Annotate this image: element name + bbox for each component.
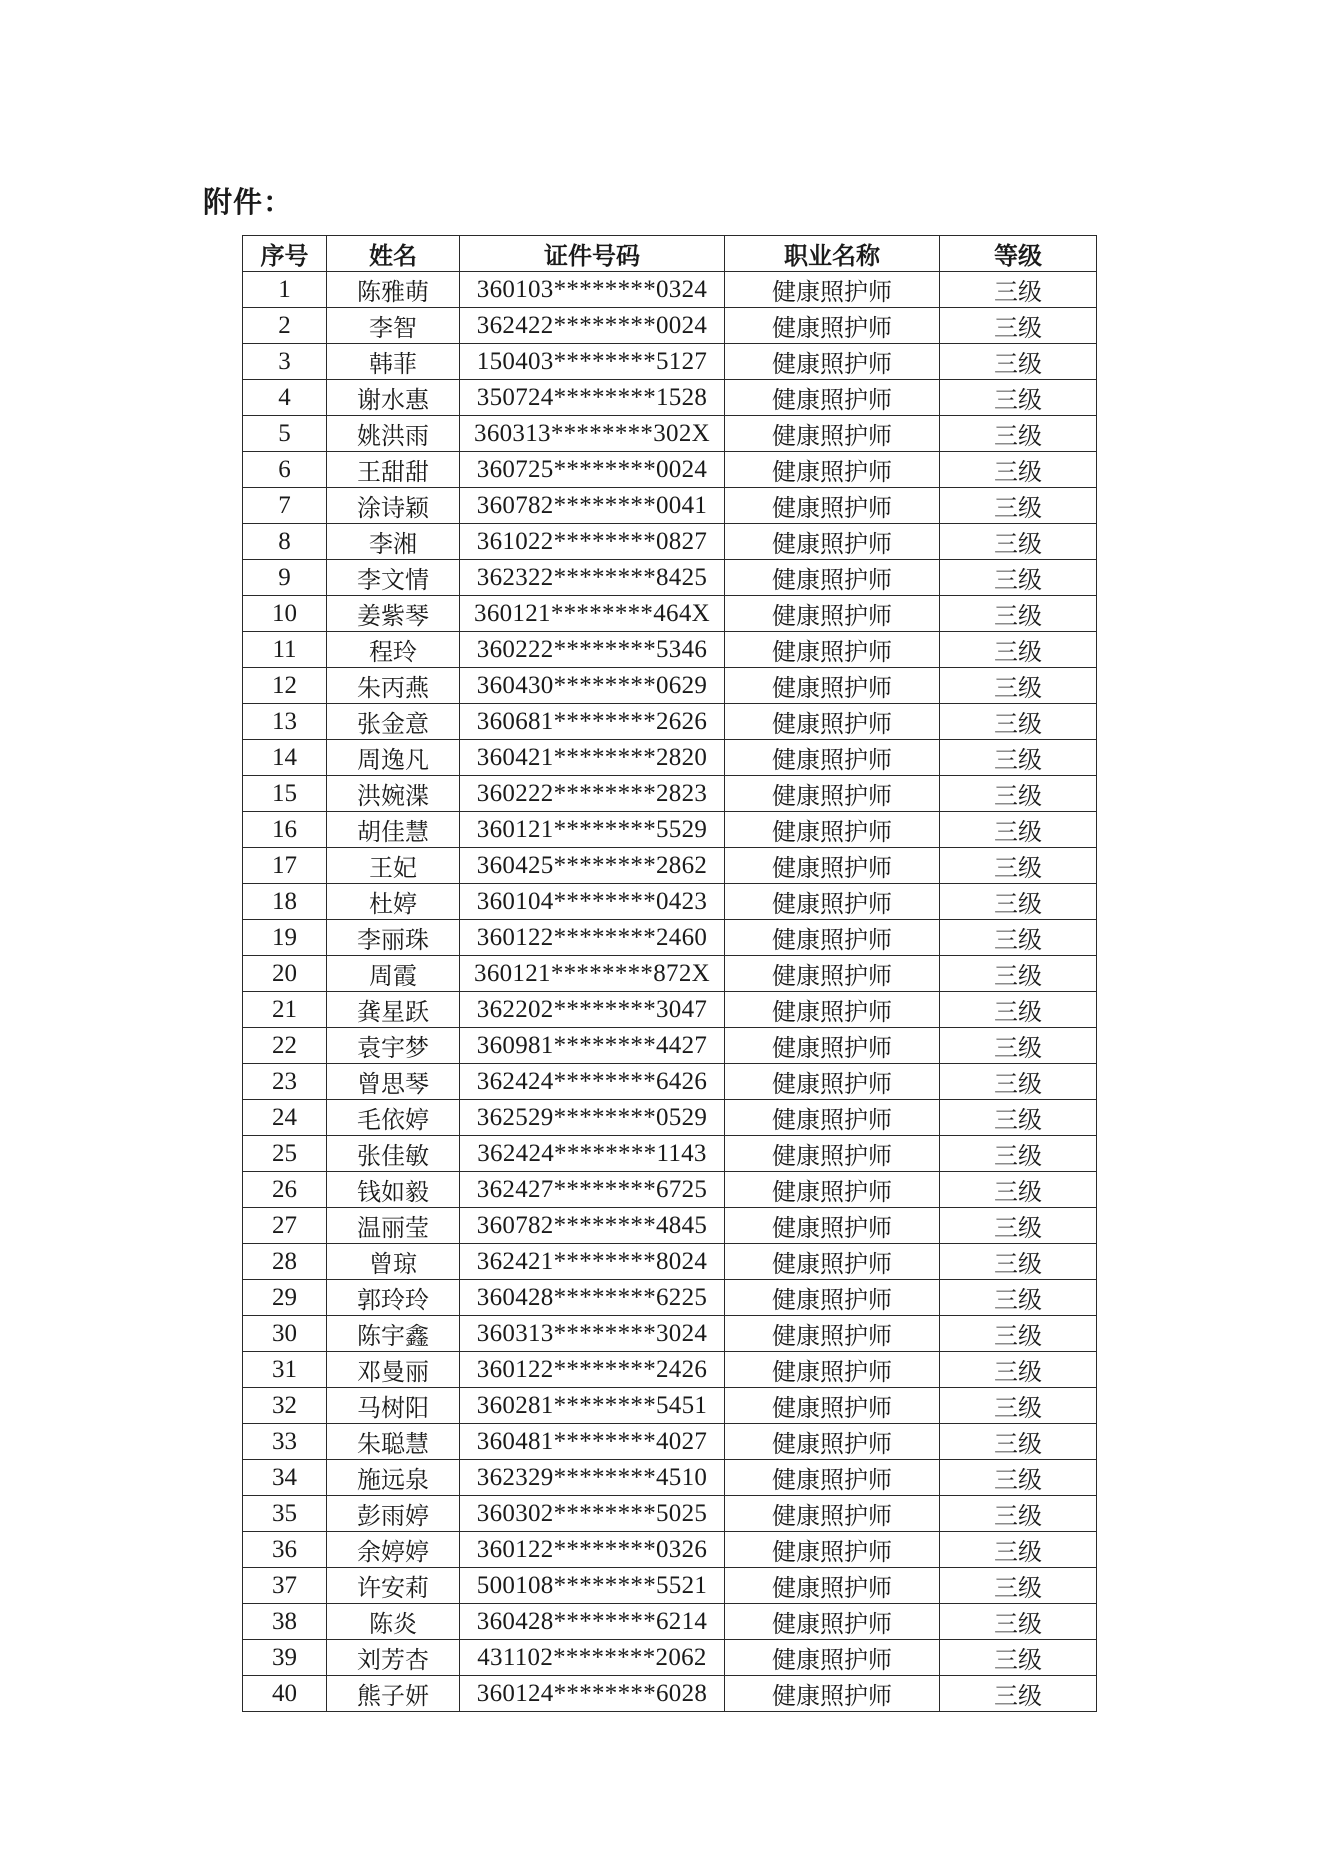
cell-id-number: 360121********872X — [460, 956, 725, 992]
cell-occupation: 健康照护师 — [725, 668, 940, 704]
cell-level: 三级 — [940, 344, 1097, 380]
cell-id-number: 360121********464X — [460, 596, 725, 632]
table-row — [243, 704, 1097, 740]
table-row — [243, 1064, 1097, 1100]
cell-occupation: 健康照护师 — [725, 1388, 940, 1424]
cell-id-number: 360124********6028 — [460, 1676, 725, 1712]
cell-name: 涂诗颖 — [327, 488, 460, 524]
cell-id-number: 360981********4427 — [460, 1028, 725, 1064]
cell-no: 23 — [243, 1064, 327, 1100]
cell-no: 13 — [243, 704, 327, 740]
cell-id-number: 360428********6225 — [460, 1280, 725, 1316]
cell-no: 17 — [243, 848, 327, 884]
cell-id-number: 361022********0827 — [460, 524, 725, 560]
cell-id-number: 362202********3047 — [460, 992, 725, 1028]
table-row — [243, 1136, 1097, 1172]
cell-name: 袁宇梦 — [327, 1028, 460, 1064]
cell-id-number: 360313********302X — [460, 416, 725, 452]
cell-occupation: 健康照护师 — [725, 1532, 940, 1568]
column-header-id: 证件号码 — [460, 236, 725, 272]
cell-level: 三级 — [940, 776, 1097, 812]
cell-no: 6 — [243, 452, 327, 488]
cell-name: 施远泉 — [327, 1460, 460, 1496]
cell-level: 三级 — [940, 848, 1097, 884]
cell-no: 32 — [243, 1388, 327, 1424]
cell-name: 姜紫琴 — [327, 596, 460, 632]
table-row — [243, 956, 1097, 992]
cell-name: 洪婉渫 — [327, 776, 460, 812]
cell-occupation: 健康照护师 — [725, 1424, 940, 1460]
cell-occupation: 健康照护师 — [725, 308, 940, 344]
cell-name: 杜婷 — [327, 884, 460, 920]
cell-name: 邓曼丽 — [327, 1352, 460, 1388]
cell-name: 彭雨婷 — [327, 1496, 460, 1532]
cell-no: 40 — [243, 1676, 327, 1712]
cell-occupation: 健康照护师 — [725, 776, 940, 812]
cell-no: 39 — [243, 1640, 327, 1676]
table-row — [243, 992, 1097, 1028]
cell-id-number: 360302********5025 — [460, 1496, 725, 1532]
cell-level: 三级 — [940, 1676, 1097, 1712]
cell-level: 三级 — [940, 704, 1097, 740]
cell-id-number: 360104********0423 — [460, 884, 725, 920]
cell-no: 4 — [243, 380, 327, 416]
cell-occupation: 健康照护师 — [725, 704, 940, 740]
cell-occupation: 健康照护师 — [725, 1028, 940, 1064]
cell-level: 三级 — [940, 1208, 1097, 1244]
cell-id-number: 360313********3024 — [460, 1316, 725, 1352]
cell-occupation: 健康照护师 — [725, 1640, 940, 1676]
cell-name: 刘芳杏 — [327, 1640, 460, 1676]
cell-name: 陈炎 — [327, 1604, 460, 1640]
table-row — [243, 308, 1097, 344]
cell-no: 36 — [243, 1532, 327, 1568]
cell-name: 王甜甜 — [327, 452, 460, 488]
cell-occupation: 健康照护师 — [725, 1280, 940, 1316]
cell-occupation: 健康照护师 — [725, 1208, 940, 1244]
cell-level: 三级 — [940, 524, 1097, 560]
column-header-no: 序号 — [243, 236, 327, 272]
cell-name: 朱聪慧 — [327, 1424, 460, 1460]
cell-id-number: 150403********5127 — [460, 344, 725, 380]
cell-occupation: 健康照护师 — [725, 1064, 940, 1100]
table-row — [243, 344, 1097, 380]
cell-level: 三级 — [940, 668, 1097, 704]
table-row — [243, 1604, 1097, 1640]
cell-occupation: 健康照护师 — [725, 956, 940, 992]
cell-occupation: 健康照护师 — [725, 416, 940, 452]
cell-no: 19 — [243, 920, 327, 956]
cell-id-number: 360421********2820 — [460, 740, 725, 776]
cell-occupation: 健康照护师 — [725, 632, 940, 668]
cell-level: 三级 — [940, 1604, 1097, 1640]
cell-level: 三级 — [940, 812, 1097, 848]
cell-no: 30 — [243, 1316, 327, 1352]
cell-no: 9 — [243, 560, 327, 596]
cell-name: 韩菲 — [327, 344, 460, 380]
cell-no: 18 — [243, 884, 327, 920]
cell-occupation: 健康照护师 — [725, 488, 940, 524]
table-row — [243, 524, 1097, 560]
cell-no: 7 — [243, 488, 327, 524]
cell-no: 1 — [243, 272, 327, 308]
table-row — [243, 1568, 1097, 1604]
cell-level: 三级 — [940, 956, 1097, 992]
cell-no: 3 — [243, 344, 327, 380]
cell-occupation: 健康照护师 — [725, 560, 940, 596]
cell-name: 胡佳慧 — [327, 812, 460, 848]
cell-no: 8 — [243, 524, 327, 560]
cell-occupation: 健康照护师 — [725, 1352, 940, 1388]
table-row — [243, 1388, 1097, 1424]
cell-name: 龚星跃 — [327, 992, 460, 1028]
table-row — [243, 1244, 1097, 1280]
cell-no: 25 — [243, 1136, 327, 1172]
cell-no: 10 — [243, 596, 327, 632]
cell-name: 陈宇鑫 — [327, 1316, 460, 1352]
cell-level: 三级 — [940, 1280, 1097, 1316]
cell-id-number: 360681********2626 — [460, 704, 725, 740]
cell-no: 31 — [243, 1352, 327, 1388]
cell-id-number: 360425********2862 — [460, 848, 725, 884]
cell-id-number: 360103********0324 — [460, 272, 725, 308]
cell-level: 三级 — [940, 308, 1097, 344]
cell-occupation: 健康照护师 — [725, 1496, 940, 1532]
cell-no: 5 — [243, 416, 327, 452]
cell-name: 毛依婷 — [327, 1100, 460, 1136]
cell-occupation: 健康照护师 — [725, 1172, 940, 1208]
cell-occupation: 健康照护师 — [725, 452, 940, 488]
cell-level: 三级 — [940, 1316, 1097, 1352]
table-row — [243, 1028, 1097, 1064]
cell-level: 三级 — [940, 1100, 1097, 1136]
cell-no: 37 — [243, 1568, 327, 1604]
cell-name: 钱如毅 — [327, 1172, 460, 1208]
cell-occupation: 健康照护师 — [725, 740, 940, 776]
cell-id-number: 360122********2426 — [460, 1352, 725, 1388]
cell-id-number: 360122********2460 — [460, 920, 725, 956]
cell-no: 29 — [243, 1280, 327, 1316]
table-row — [243, 1280, 1097, 1316]
cell-level: 三级 — [940, 1352, 1097, 1388]
cell-no: 21 — [243, 992, 327, 1028]
table-row — [243, 920, 1097, 956]
cell-level: 三级 — [940, 380, 1097, 416]
cell-occupation: 健康照护师 — [725, 1568, 940, 1604]
cell-occupation: 健康照护师 — [725, 884, 940, 920]
cell-name: 李丽珠 — [327, 920, 460, 956]
cell-occupation: 健康照护师 — [725, 1460, 940, 1496]
cell-id-number: 362322********8425 — [460, 560, 725, 596]
table-row — [243, 416, 1097, 452]
cell-name: 程玲 — [327, 632, 460, 668]
cell-name: 曾琼 — [327, 1244, 460, 1280]
column-header-occupation: 职业名称 — [725, 236, 940, 272]
cell-name: 周霞 — [327, 956, 460, 992]
table-row — [243, 668, 1097, 704]
cell-id-number: 362424********1143 — [460, 1136, 725, 1172]
cell-occupation: 健康照护师 — [725, 1604, 940, 1640]
cell-id-number: 362424********6426 — [460, 1064, 725, 1100]
cell-level: 三级 — [940, 488, 1097, 524]
cell-name: 熊子妍 — [327, 1676, 460, 1712]
table-row — [243, 1424, 1097, 1460]
cell-id-number: 360281********5451 — [460, 1388, 725, 1424]
table-row — [243, 848, 1097, 884]
cell-id-number: 360782********0041 — [460, 488, 725, 524]
cell-name: 李智 — [327, 308, 460, 344]
cell-level: 三级 — [940, 632, 1097, 668]
cell-level: 三级 — [940, 560, 1097, 596]
table-row — [243, 596, 1097, 632]
cell-occupation: 健康照护师 — [725, 1316, 940, 1352]
cell-id-number: 362427********6725 — [460, 1172, 725, 1208]
table-row — [243, 1640, 1097, 1676]
table-row — [243, 1316, 1097, 1352]
cell-no: 22 — [243, 1028, 327, 1064]
header-row — [243, 236, 1097, 272]
cell-id-number: 360481********4027 — [460, 1424, 725, 1460]
table-row — [243, 1496, 1097, 1532]
column-header-name: 姓名 — [327, 236, 460, 272]
table-row — [243, 1208, 1097, 1244]
cell-no: 14 — [243, 740, 327, 776]
cell-id-number: 360222********2823 — [460, 776, 725, 812]
cell-level: 三级 — [940, 920, 1097, 956]
cell-id-number: 362329********4510 — [460, 1460, 725, 1496]
cell-no: 28 — [243, 1244, 327, 1280]
cell-name: 谢水惠 — [327, 380, 460, 416]
table-row — [243, 272, 1097, 308]
cell-occupation: 健康照护师 — [725, 1676, 940, 1712]
cell-name: 曾思琴 — [327, 1064, 460, 1100]
cell-level: 三级 — [940, 992, 1097, 1028]
cell-name: 李湘 — [327, 524, 460, 560]
cell-occupation: 健康照护师 — [725, 380, 940, 416]
cell-no: 34 — [243, 1460, 327, 1496]
cell-name: 张金意 — [327, 704, 460, 740]
cell-name: 余婷婷 — [327, 1532, 460, 1568]
cell-level: 三级 — [940, 740, 1097, 776]
cell-no: 20 — [243, 956, 327, 992]
cell-id-number: 360122********0326 — [460, 1532, 725, 1568]
cell-level: 三级 — [940, 272, 1097, 308]
cell-id-number: 360121********5529 — [460, 812, 725, 848]
cell-no: 33 — [243, 1424, 327, 1460]
cell-id-number: 360725********0024 — [460, 452, 725, 488]
page-heading: 附件： — [203, 185, 294, 219]
cell-name: 李文情 — [327, 560, 460, 596]
table-row — [243, 740, 1097, 776]
cell-name: 郭玲玲 — [327, 1280, 460, 1316]
table-row — [243, 1172, 1097, 1208]
cell-occupation: 健康照护师 — [725, 992, 940, 1028]
cell-occupation: 健康照护师 — [725, 1136, 940, 1172]
cell-occupation: 健康照护师 — [725, 524, 940, 560]
table-row — [243, 380, 1097, 416]
cell-name: 王妃 — [327, 848, 460, 884]
cell-no: 24 — [243, 1100, 327, 1136]
cell-no: 15 — [243, 776, 327, 812]
cell-occupation: 健康照护师 — [725, 272, 940, 308]
cell-name: 姚洪雨 — [327, 416, 460, 452]
table-row — [243, 1100, 1097, 1136]
cell-no: 26 — [243, 1172, 327, 1208]
table-header — [243, 236, 1097, 272]
table-row — [243, 1532, 1097, 1568]
table-row — [243, 1460, 1097, 1496]
table-row — [243, 812, 1097, 848]
cell-occupation: 健康照护师 — [725, 1100, 940, 1136]
table-row — [243, 776, 1097, 812]
cell-no: 35 — [243, 1496, 327, 1532]
cell-name: 周逸凡 — [327, 740, 460, 776]
cell-level: 三级 — [940, 1172, 1097, 1208]
cell-level: 三级 — [940, 1424, 1097, 1460]
roster-table — [242, 235, 1097, 1712]
column-header-level: 等级 — [940, 236, 1097, 272]
table-row — [243, 452, 1097, 488]
cell-id-number: 360430********0629 — [460, 668, 725, 704]
cell-name: 许安莉 — [327, 1568, 460, 1604]
cell-name: 朱丙燕 — [327, 668, 460, 704]
cell-level: 三级 — [940, 1064, 1097, 1100]
cell-occupation: 健康照护师 — [725, 596, 940, 632]
cell-occupation: 健康照护师 — [725, 812, 940, 848]
cell-id-number: 362529********0529 — [460, 1100, 725, 1136]
cell-no: 38 — [243, 1604, 327, 1640]
cell-level: 三级 — [940, 1568, 1097, 1604]
table-body — [243, 272, 1097, 1712]
cell-level: 三级 — [940, 1388, 1097, 1424]
cell-level: 三级 — [940, 416, 1097, 452]
cell-occupation: 健康照护师 — [725, 920, 940, 956]
cell-name: 陈雅萌 — [327, 272, 460, 308]
cell-no: 11 — [243, 632, 327, 668]
cell-level: 三级 — [940, 1460, 1097, 1496]
cell-level: 三级 — [940, 1532, 1097, 1568]
cell-name: 温丽莹 — [327, 1208, 460, 1244]
cell-level: 三级 — [940, 1496, 1097, 1532]
cell-occupation: 健康照护师 — [725, 1244, 940, 1280]
table-row — [243, 560, 1097, 596]
cell-id-number: 350724********1528 — [460, 380, 725, 416]
cell-id-number: 362422********0024 — [460, 308, 725, 344]
cell-no: 12 — [243, 668, 327, 704]
cell-id-number: 360782********4845 — [460, 1208, 725, 1244]
cell-level: 三级 — [940, 884, 1097, 920]
table-row — [243, 884, 1097, 920]
cell-name: 张佳敏 — [327, 1136, 460, 1172]
cell-id-number: 360222********5346 — [460, 632, 725, 668]
cell-id-number: 360428********6214 — [460, 1604, 725, 1640]
cell-no: 27 — [243, 1208, 327, 1244]
table-row — [243, 632, 1097, 668]
cell-occupation: 健康照护师 — [725, 848, 940, 884]
cell-occupation: 健康照护师 — [725, 344, 940, 380]
cell-id-number: 431102********2062 — [460, 1640, 725, 1676]
cell-level: 三级 — [940, 452, 1097, 488]
table-row — [243, 1676, 1097, 1712]
cell-level: 三级 — [940, 1028, 1097, 1064]
cell-level: 三级 — [940, 596, 1097, 632]
cell-no: 16 — [243, 812, 327, 848]
cell-id-number: 362421********8024 — [460, 1244, 725, 1280]
cell-no: 2 — [243, 308, 327, 344]
table-row — [243, 488, 1097, 524]
cell-level: 三级 — [940, 1136, 1097, 1172]
cell-id-number: 500108********5521 — [460, 1568, 725, 1604]
table-row — [243, 1352, 1097, 1388]
cell-name: 马树阳 — [327, 1388, 460, 1424]
cell-level: 三级 — [940, 1244, 1097, 1280]
cell-level: 三级 — [940, 1640, 1097, 1676]
